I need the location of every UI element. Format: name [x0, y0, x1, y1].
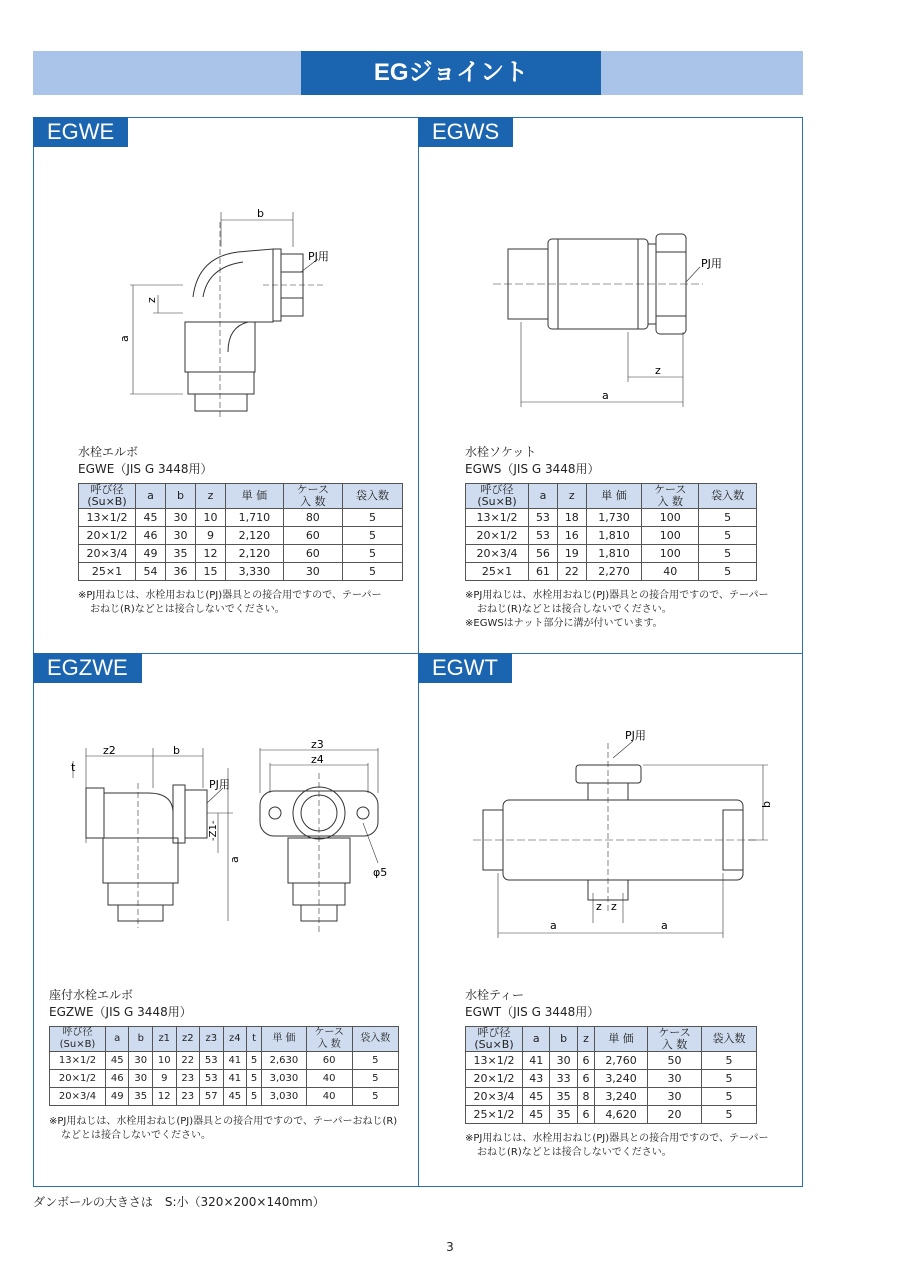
cell: 6 — [577, 1106, 594, 1124]
cell: 9 — [153, 1070, 177, 1088]
product-caption — [465, 987, 599, 1021]
cell: 13×1/2 — [466, 509, 529, 527]
cell: 54 — [136, 563, 166, 581]
cell: 5 — [342, 509, 402, 527]
spec-table — [465, 483, 757, 581]
egwt-drawing — [418, 653, 803, 953]
cell: 57 — [200, 1088, 224, 1106]
spec-table — [49, 1026, 399, 1106]
cell: 6 — [577, 1052, 594, 1070]
cell: 10 — [153, 1052, 177, 1070]
cell: 60 — [306, 1052, 352, 1070]
note-line: おねじ(R)などとは接合しないでください。 — [477, 604, 672, 615]
spec-table — [78, 483, 403, 581]
cell: 20×1/2 — [50, 1070, 106, 1088]
model-line: EGWE（JIS G 3448用） — [78, 462, 213, 476]
cell: 20×3/4 — [466, 1088, 523, 1106]
section-egzwe — [33, 653, 418, 1187]
model-line: EGZWE（JIS G 3448用） — [49, 1005, 192, 1019]
pj-label: PJ用 — [625, 729, 646, 742]
dim-a-label-1: a — [550, 919, 557, 932]
section-egwt — [418, 653, 803, 1187]
egzwe-drawing — [33, 653, 418, 953]
dim-a-label: a — [228, 856, 241, 863]
cell: 23 — [176, 1070, 200, 1088]
section-label: EGWT — [418, 653, 512, 683]
cell: 40 — [306, 1070, 352, 1088]
col-bag: 袋入数 — [699, 484, 757, 509]
section-label: EGZWE — [33, 653, 142, 683]
cell: 20×1/2 — [466, 527, 529, 545]
cell: 30 — [550, 1052, 577, 1070]
cell: 1,710 — [226, 509, 284, 527]
table-row — [466, 1106, 757, 1124]
section-egws — [418, 117, 803, 653]
cell: 45 — [523, 1088, 550, 1106]
cell: 30 — [129, 1052, 153, 1070]
dim-z1-label: -Z1- — [208, 820, 219, 841]
cell: 20 — [647, 1106, 701, 1124]
cell: 40 — [642, 563, 699, 581]
cell: 5 — [342, 545, 402, 563]
cell: 30 — [129, 1070, 153, 1088]
cell: 36 — [166, 563, 196, 581]
cell: 2,120 — [226, 527, 284, 545]
cell: 3,240 — [595, 1088, 648, 1106]
cell: 40 — [306, 1088, 352, 1106]
notes — [78, 589, 381, 617]
cell: 20×1/2 — [79, 527, 136, 545]
col-bag: 袋入数 — [352, 1027, 399, 1052]
dim-t-label: t — [71, 761, 76, 774]
dim-a-label: a — [602, 389, 609, 402]
cell: 25×1 — [79, 563, 136, 581]
col-a: a — [529, 484, 558, 509]
col-size: 呼び径 (Su×B) — [50, 1027, 106, 1052]
cell: 13×1/2 — [50, 1052, 106, 1070]
cell: 43 — [523, 1070, 550, 1088]
dim-z-label: z — [145, 297, 158, 303]
col-price: 単 価 — [226, 484, 284, 509]
col-b: b — [550, 1027, 577, 1052]
cell: 60 — [283, 527, 342, 545]
cell: 49 — [136, 545, 166, 563]
cell: 20×3/4 — [50, 1088, 106, 1106]
notes — [49, 1115, 397, 1143]
dim-b-label: b — [257, 207, 264, 220]
product-name: 座付水栓エルボ — [49, 988, 134, 1002]
cell: 53 — [200, 1052, 224, 1070]
table-row — [79, 527, 403, 545]
cell: 2,120 — [226, 545, 284, 563]
cell: 3,030 — [262, 1070, 307, 1088]
col-b: b — [166, 484, 196, 509]
table-row — [466, 563, 757, 581]
cell: 53 — [529, 509, 558, 527]
cell: 5 — [702, 1070, 757, 1088]
col-case: ケース 入 数 — [283, 484, 342, 509]
table-row — [466, 545, 757, 563]
col-z: z — [557, 484, 586, 509]
cell: 25×1/2 — [466, 1106, 523, 1124]
cell: 5 — [699, 527, 757, 545]
notes — [465, 589, 768, 631]
product-name: 水栓ティー — [465, 988, 525, 1002]
cell: 46 — [105, 1070, 129, 1088]
col-z: z — [196, 484, 226, 509]
cell: 49 — [105, 1088, 129, 1106]
cell: 53 — [200, 1070, 224, 1088]
cell: 41 — [223, 1052, 247, 1070]
col-case: ケース 入 数 — [306, 1027, 352, 1052]
cell: 35 — [129, 1088, 153, 1106]
cell: 12 — [153, 1088, 177, 1106]
carton-size-note: ダンボールの大きさは S:小（320×200×140mm） — [33, 1195, 325, 1209]
note-line: おねじ(R)などとは接合しないでください。 — [90, 604, 285, 615]
header-banner — [33, 51, 803, 95]
pj-label: PJ用 — [308, 250, 329, 263]
col-z3: z3 — [200, 1027, 224, 1052]
cell: 45 — [136, 509, 166, 527]
egwe-drawing — [33, 117, 418, 427]
cell: 5 — [247, 1088, 262, 1106]
table-row — [466, 527, 757, 545]
table-header-row — [466, 1027, 757, 1052]
note-line: ※EGWSはナット部分に溝が付いています。 — [465, 618, 663, 629]
cell: 45 — [105, 1052, 129, 1070]
cell: 5 — [702, 1088, 757, 1106]
cell: 12 — [196, 545, 226, 563]
col-bag: 袋入数 — [702, 1027, 757, 1052]
cell: 5 — [699, 545, 757, 563]
model-line: EGWT（JIS G 3448用） — [465, 1005, 600, 1019]
cell: 2,270 — [586, 563, 641, 581]
dim-phi-label: φ5 — [373, 866, 388, 879]
table-row — [50, 1070, 399, 1088]
cell: 46 — [136, 527, 166, 545]
col-z2: z2 — [176, 1027, 200, 1052]
cell: 16 — [557, 527, 586, 545]
cell: 33 — [550, 1070, 577, 1088]
product-name: 水栓ソケット — [465, 445, 537, 459]
table-row — [79, 545, 403, 563]
col-a: a — [523, 1027, 550, 1052]
product-caption — [78, 444, 213, 478]
cell: 35 — [550, 1106, 577, 1124]
cell: 41 — [223, 1070, 247, 1088]
cell: 2,760 — [595, 1052, 648, 1070]
table-header-row — [79, 484, 403, 509]
cell: 5 — [352, 1052, 399, 1070]
cell: 30 — [283, 563, 342, 581]
section-label: EGWE — [33, 117, 128, 147]
table-header-row — [50, 1027, 399, 1052]
cell: 8 — [577, 1088, 594, 1106]
cell: 60 — [283, 545, 342, 563]
cell: 53 — [529, 527, 558, 545]
cell: 19 — [557, 545, 586, 563]
cell: 3,030 — [262, 1088, 307, 1106]
dim-z2-label: z2 — [103, 744, 116, 757]
cell: 5 — [699, 509, 757, 527]
product-caption — [465, 444, 600, 478]
cell: 30 — [647, 1088, 701, 1106]
cell: 20×3/4 — [79, 545, 136, 563]
col-a: a — [136, 484, 166, 509]
cell: 100 — [642, 509, 699, 527]
product-caption — [49, 987, 192, 1021]
cell: 5 — [702, 1106, 757, 1124]
dim-b-label: b — [173, 744, 180, 757]
section-egwe — [33, 117, 418, 653]
cell: 22 — [557, 563, 586, 581]
col-z1: z1 — [153, 1027, 177, 1052]
table-row — [50, 1052, 399, 1070]
dim-a-label: a — [118, 335, 131, 342]
model-line: EGWS（JIS G 3448用） — [465, 462, 600, 476]
section-label: EGWS — [418, 117, 513, 147]
cell: 5 — [352, 1088, 399, 1106]
dim-z-label-2: z — [611, 900, 617, 913]
note-line: おねじ(R)などとは接合しないでください。 — [477, 1147, 672, 1158]
cell: 13×1/2 — [466, 1052, 523, 1070]
notes — [465, 1132, 768, 1160]
col-size: 呼び径 (Su×B) — [466, 1027, 523, 1052]
cell: 13×1/2 — [79, 509, 136, 527]
col-size: 呼び径 (Su×B) — [79, 484, 136, 509]
product-name: 水栓エルボ — [78, 445, 139, 459]
col-b: b — [129, 1027, 153, 1052]
cell: 5 — [247, 1070, 262, 1088]
col-bag: 袋入数 — [342, 484, 402, 509]
cell: 22 — [176, 1052, 200, 1070]
cell: 50 — [647, 1052, 701, 1070]
dim-z-label: z — [655, 364, 661, 377]
egws-drawing — [418, 117, 803, 427]
col-t: t — [247, 1027, 262, 1052]
pj-label: PJ用 — [209, 778, 230, 791]
cell: 20×3/4 — [466, 545, 529, 563]
cell: 61 — [529, 563, 558, 581]
cell: 45 — [223, 1088, 247, 1106]
table-row — [466, 509, 757, 527]
note-line: ※PJ用ねじは、水栓用おねじ(PJ)器具との接合用ですので、テーパー — [465, 590, 769, 601]
note-line: などとは接合しないでください。 — [61, 1130, 211, 1141]
cell: 18 — [557, 509, 586, 527]
cell: 3,330 — [226, 563, 284, 581]
cell: 35 — [550, 1088, 577, 1106]
table-row — [79, 509, 403, 527]
table-row — [466, 1088, 757, 1106]
col-z: z — [577, 1027, 594, 1052]
col-price: 単 価 — [595, 1027, 648, 1052]
dim-a-label-2: a — [661, 919, 668, 932]
cell: 1,810 — [586, 527, 641, 545]
cell: 100 — [642, 527, 699, 545]
table-row — [466, 1052, 757, 1070]
cell: 6 — [577, 1070, 594, 1088]
table-row — [50, 1088, 399, 1106]
col-z4: z4 — [223, 1027, 247, 1052]
cell: 30 — [647, 1070, 701, 1088]
dim-z4-label: z4 — [311, 753, 324, 766]
cell: 5 — [702, 1052, 757, 1070]
cell: 25×1 — [466, 563, 529, 581]
col-price: 単 価 — [586, 484, 641, 509]
dim-z-label-1: z — [596, 900, 602, 913]
pj-label: PJ用 — [701, 257, 722, 270]
cell: 10 — [196, 509, 226, 527]
cell: 56 — [529, 545, 558, 563]
cell: 2,630 — [262, 1052, 307, 1070]
cell: 5 — [342, 527, 402, 545]
col-case: ケース 入 数 — [642, 484, 699, 509]
cell: 15 — [196, 563, 226, 581]
cell: 5 — [352, 1070, 399, 1088]
table-header-row — [466, 484, 757, 509]
table-row — [79, 563, 403, 581]
dim-b-label: b — [760, 801, 773, 808]
cell: 5 — [342, 563, 402, 581]
cell: 5 — [699, 563, 757, 581]
table-row — [466, 1070, 757, 1088]
cell: 1,810 — [586, 545, 641, 563]
col-a: a — [105, 1027, 129, 1052]
cell: 1,730 — [586, 509, 641, 527]
cell: 5 — [247, 1052, 262, 1070]
spec-table — [465, 1026, 757, 1124]
note-line: ※PJ用ねじは、水栓用おねじ(PJ)器具との接合用ですので、テーパーおねじ(R) — [49, 1116, 398, 1127]
cell: 3,240 — [595, 1070, 648, 1088]
cell: 9 — [196, 527, 226, 545]
cell: 30 — [166, 527, 196, 545]
cell: 20×1/2 — [466, 1070, 523, 1088]
cell: 4,620 — [595, 1106, 648, 1124]
page-number: 3 — [446, 1240, 454, 1254]
page-title: EGジョイント — [301, 51, 601, 95]
cell: 23 — [176, 1088, 200, 1106]
cell: 100 — [642, 545, 699, 563]
col-case: ケース 入 数 — [647, 1027, 701, 1052]
cell: 35 — [166, 545, 196, 563]
cell: 41 — [523, 1052, 550, 1070]
col-price: 単 価 — [262, 1027, 307, 1052]
note-line: ※PJ用ねじは、水栓用おねじ(PJ)器具との接合用ですので、テーパー — [78, 590, 382, 601]
col-size: 呼び径 (Su×B) — [466, 484, 529, 509]
dim-z3-label: z3 — [311, 738, 324, 751]
cell: 80 — [283, 509, 342, 527]
cell: 30 — [166, 509, 196, 527]
note-line: ※PJ用ねじは、水栓用おねじ(PJ)器具との接合用ですので、テーパー — [465, 1133, 769, 1144]
cell: 45 — [523, 1106, 550, 1124]
